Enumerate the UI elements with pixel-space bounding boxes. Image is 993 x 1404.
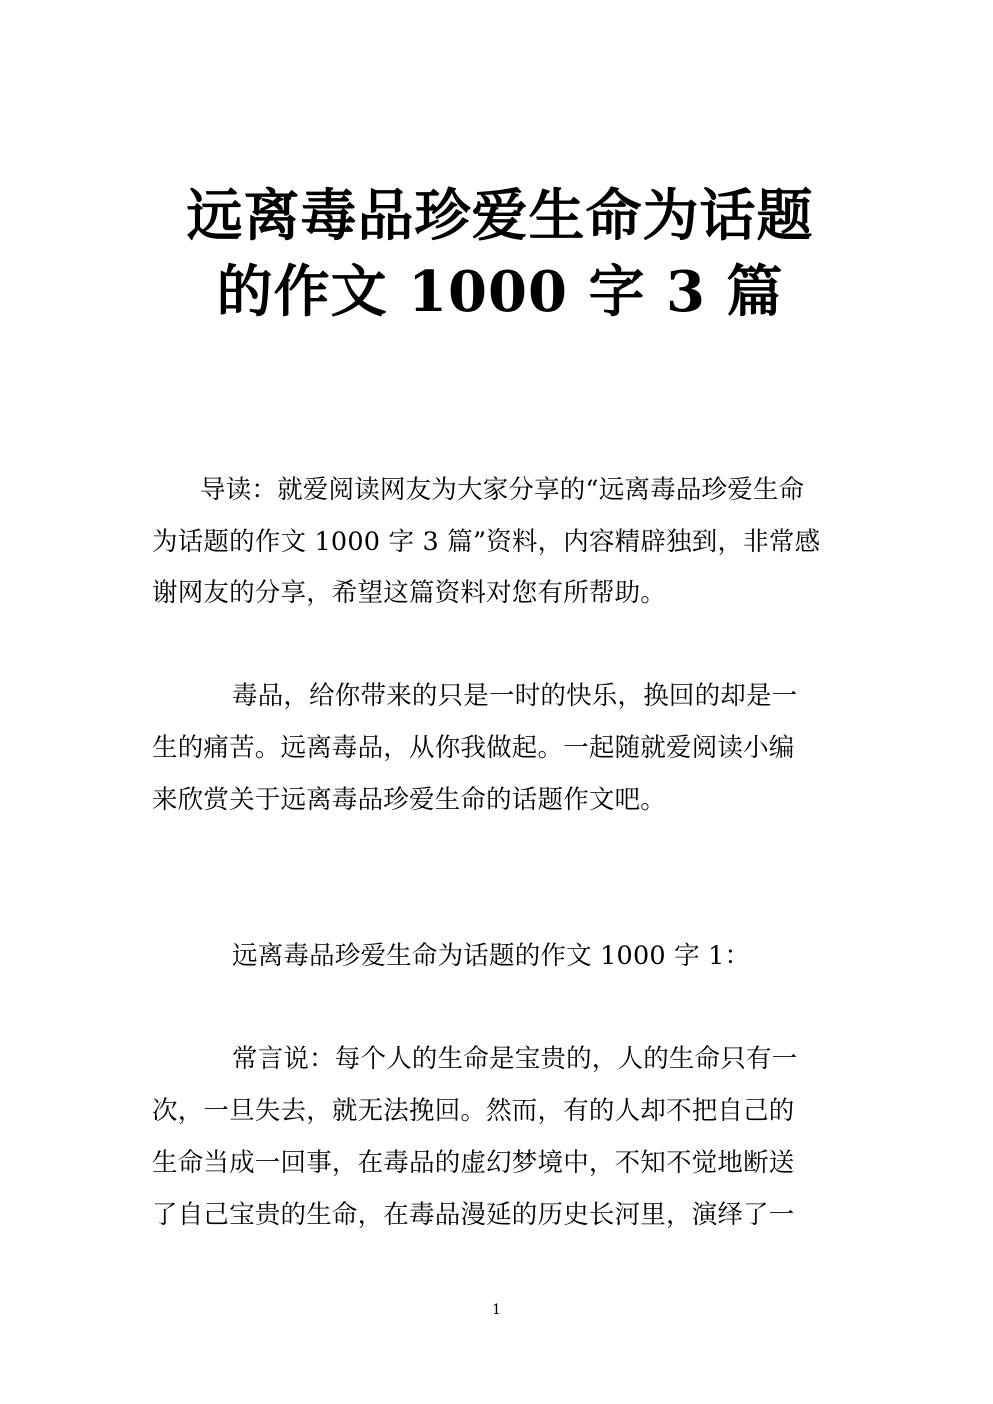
page-number: 1	[492, 1302, 501, 1318]
intro-line-2: 为话题的作文 1000 字 3 篇”资料，内容精辟独到，非常感	[152, 527, 821, 557]
essay-heading-text: 远离毒品珍爱生命为话题的作文 1000 字 1：	[232, 941, 751, 971]
essay-line-2: 次，一旦失去，就无法挽回。然而，有的人却不把自己的	[152, 1096, 795, 1126]
preface-line-1: 毒品，给你带来的只是一时的快乐，换回的却是一	[232, 681, 798, 711]
intro-line-1: 导读：就爱阅读网友为大家分享的“远离毒品珍爱生命	[200, 475, 805, 505]
essay-line-4: 了自己宝贵的生命，在毒品漫延的历史长河里，演绎了一	[152, 1200, 795, 1230]
document-title	[150, 178, 850, 330]
preface-line-3: 来欣赏关于远离毒品珍爱生命的话题作文吧。	[152, 785, 667, 815]
essay-line-1: 常言说：每个人的生命是宝贵的，人的生命只有一	[232, 1044, 798, 1074]
intro-line-3: 谢网友的分享，希望这篇资料对您有所帮助。	[152, 578, 667, 608]
title-line-1: 远离毒品珍爱生命为话题	[186, 183, 814, 249]
preface-line-2: 生的痛苦。远离毒品，从你我做起。一起随就爱阅读小编	[152, 733, 795, 763]
title-line-2: 的作文 1000 字 3 篇	[216, 259, 784, 325]
essay-line-3: 生命当成一回事，在毒品的虚幻梦境中，不知不觉地断送	[152, 1148, 795, 1178]
